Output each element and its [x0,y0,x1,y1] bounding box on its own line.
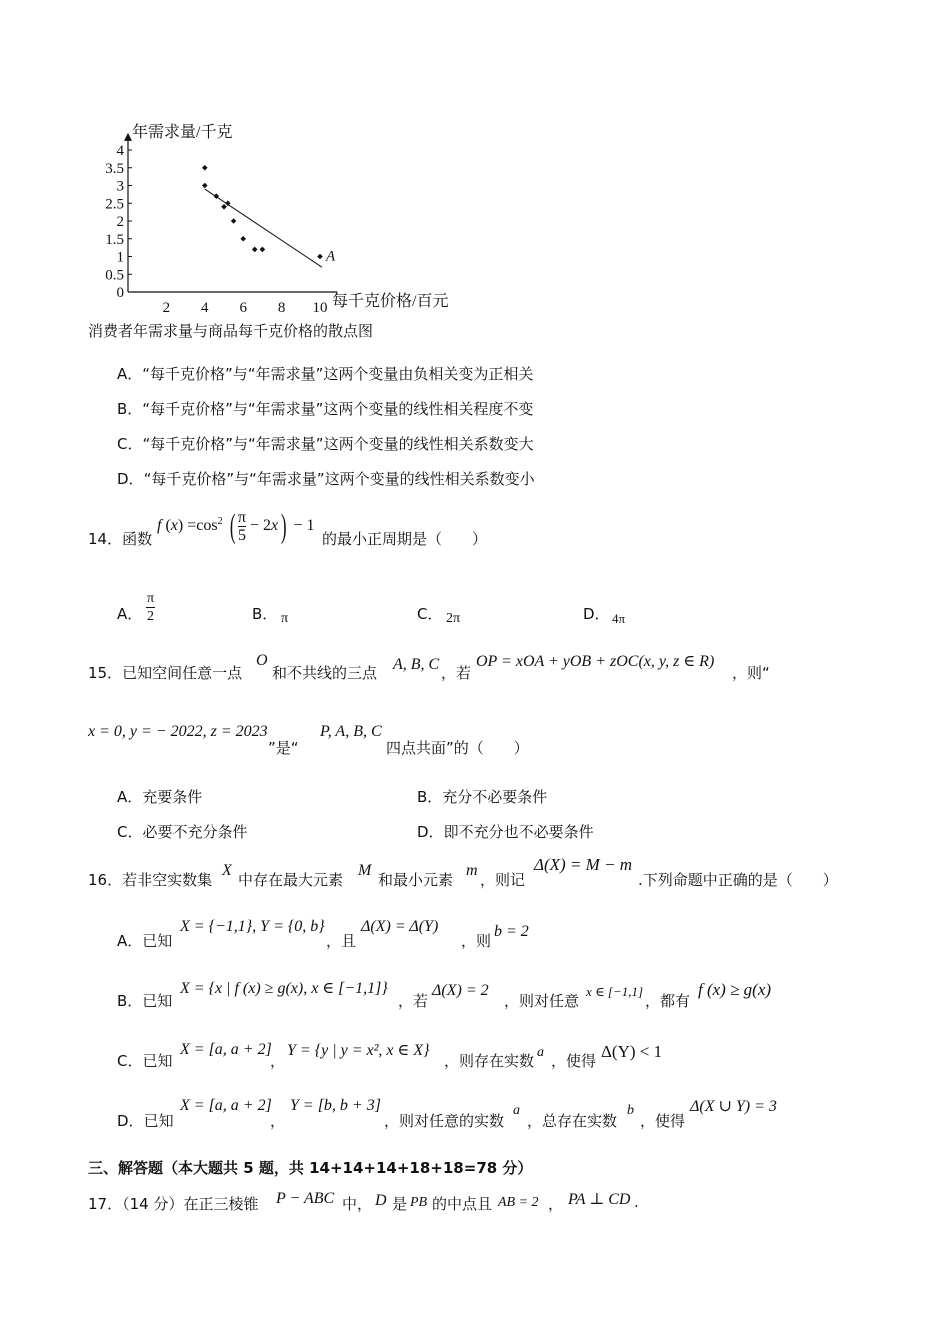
q16-d-f1: X = [a, a + 2] [180,1097,272,1114]
y-tick-label: 2.5 [105,196,124,213]
data-point [317,254,323,260]
q16-a-f2: Δ(X) = Δ(Y) [361,918,439,935]
q16-c-t2: ， [270,1052,286,1070]
q16-b-t2: ，若 [398,992,429,1010]
q16-d-t2: ， [270,1112,286,1130]
q16-b-f2: Δ(X) = 2 [432,982,489,999]
q14-option-d-value: 4π [612,611,626,626]
q15-option-c: C．必要不充分条件 [117,823,248,841]
q16-c-f1: X = [a, a + 2] [180,1041,272,1058]
q15-option-d: D．即不充分也不必要条件 [417,823,594,841]
q16-option-b: B．已知 [117,992,173,1010]
q15-text5: ”是“ [268,739,299,757]
q16-text4: ，则记 [480,871,526,889]
q17-f5: PA ⊥ CD [568,1191,631,1208]
q16-max-m: M [358,862,372,879]
q16-d-f2: Y = [b, b + 3] [290,1097,381,1114]
q16-text2: 中存在最大元素 [238,871,344,889]
q17-f2: D [375,1192,387,1209]
q16-c-f3: a [537,1045,544,1060]
q17-f1: P − ABC [276,1190,335,1207]
q15-abc: A, B, C [393,656,440,673]
q16-b-f1: X = {x | f (x) ≥ g(x), x ∈ [−1,1]} [180,980,388,997]
q15-pabc: P, A, B, C [320,723,382,740]
q14-option-c-value: 2π [446,611,461,626]
x-tick-label: 4 [201,300,209,316]
q16-c-t4: ，使得 [551,1052,597,1070]
y-tick-label: 4 [116,143,124,159]
y-tick-label: 0 [116,285,124,301]
x-tick-label: 10 [312,300,328,316]
q16-d-f5: b [627,1103,634,1118]
q13-option-d: D．“每千克价格”与“年需求量”这两个变量的线性相关系数变小 [117,470,535,488]
q16-set-x: X [222,862,232,879]
q16-a-t3: ，则 [461,932,492,950]
q14-tail: 的最小正周期是（ ） [322,530,488,548]
q17-f4: AB = 2 [498,1195,539,1210]
y-tick-label: 0.5 [105,267,124,284]
q17-text3: 是 [392,1195,408,1213]
q17-text5: ， [548,1195,564,1213]
q17-text6: . [634,1193,639,1211]
x-axis-label: 每千克价格/百元 [332,293,449,310]
q13-option-c: C．“每千克价格”与“年需求量”这两个变量的线性相关系数变大 [117,435,534,453]
q15-option-a: A．充要条件 [117,788,203,806]
q16-d-t3: ，则对任意的实数 [384,1112,505,1130]
q17-text2: 中， [342,1195,373,1213]
q15-text3: ，若 [441,664,472,682]
q15-text2: 和不共线的三点 [272,664,378,682]
q13-option-b: B．“每千克价格”与“年需求量”这两个变量的线性相关程度不变 [117,400,534,418]
q15-option-b: B．充分不必要条件 [417,788,548,806]
y-axis-arrow [124,133,132,141]
q14-option-c: C． [417,605,443,623]
q15-condition: x = 0, y = − 2022, z = 2023 [88,723,268,740]
q16-text5: .下列命题中正确的是（ ） [638,871,838,889]
q16-c-t3: ，则存在实数 [444,1052,535,1070]
q14-formula: f $(x) =\cos^2$ ( $\frac{\pi}{5}$ − 2x) − 1 [157,507,315,545]
q14-option-b: B． [252,605,278,623]
q16-text3: 和最小元素 [378,871,454,889]
q16-option-d: D．已知 [117,1112,174,1130]
point-label-a: A [326,248,336,265]
q15-text6: 四点共面”的（ ） [386,739,529,757]
q14-option-a-value: π 2 [147,591,155,624]
q16-text1: 16．若非空实数集 [88,871,213,889]
chart-caption: 消费者年需求量与商品每千克价格的散点图 [88,322,374,340]
q14-option-d: D． [583,605,610,623]
q16-b-f3: x ∈ [−1,1] [586,984,644,999]
x-tick-label: 2 [162,300,171,316]
q16-option-a: A．已知 [117,932,173,950]
q16-a-f1: X = {−1,1}, Y = {0, b} [180,918,325,935]
q16-b-t3: ，则对任意 [504,992,580,1010]
q14-option-a: A． [117,605,143,623]
data-point [260,247,266,253]
y-tick-label: 3 [116,178,124,195]
q14-stem: 14．函数 [88,530,153,548]
y-tick-label: 1 [116,249,124,266]
data-point [240,236,246,242]
q15-text4: ，则“ [732,664,770,682]
q17-f3: PB [410,1195,428,1210]
q17-text4: 的中点且 [432,1195,493,1213]
q16-d-t4: ，总存在实数 [527,1112,618,1130]
q16-min-m: m [466,862,478,879]
q16-d-t5: ，使得 [640,1112,686,1130]
y-tick-label: 1.5 [105,231,124,248]
x-tick-label: 8 [277,300,286,316]
data-point [202,165,208,171]
y-tick-label: 3.5 [105,160,124,177]
q16-a-f3: b = 2 [494,923,529,940]
q16-option-c: C．已知 [117,1052,173,1070]
y-axis-label: 年需求量/千克 [132,123,233,141]
q16-d-f4: Δ(X ∪ Y) = 3 [690,1098,777,1115]
q15-formula: OP = xOA + yOB + zOC(x, y, z ∈ R) [476,653,715,670]
q17-text1: 17．（14 分）在正三棱锥 [88,1195,259,1213]
data-point [202,183,208,189]
q16-b-f4: f (x) ≥ g(x) [698,980,772,999]
q16-b-t4: ，都有 [645,992,691,1010]
data-point [252,247,258,253]
q15-line1: 15．已知空间任意一点 [88,664,243,682]
y-tick-label: 2 [116,214,124,230]
q14-option-b-value: π [281,611,289,626]
section-3-heading: 三、解答题（本大题共 5 题，共 14+14+14+18+18=78 分） [88,1159,533,1177]
q15-point-o: O [256,652,268,669]
data-point [231,218,237,224]
q16-c-f2: Y = {y | y = x², x ∈ X} [287,1042,430,1059]
q16-a-t2: ，且 [326,932,357,950]
regression-line [205,189,322,267]
q16-definition: Δ(X) = M − m [534,855,633,874]
q16-d-f3: a [513,1103,520,1118]
x-tick-label: 6 [239,300,247,316]
q13-option-a: A．“每千克价格”与“年需求量”这两个变量由负相关变为正相关 [117,365,534,383]
data-point [221,204,227,210]
q16-c-f4: Δ(Y) < 1 [601,1042,663,1061]
